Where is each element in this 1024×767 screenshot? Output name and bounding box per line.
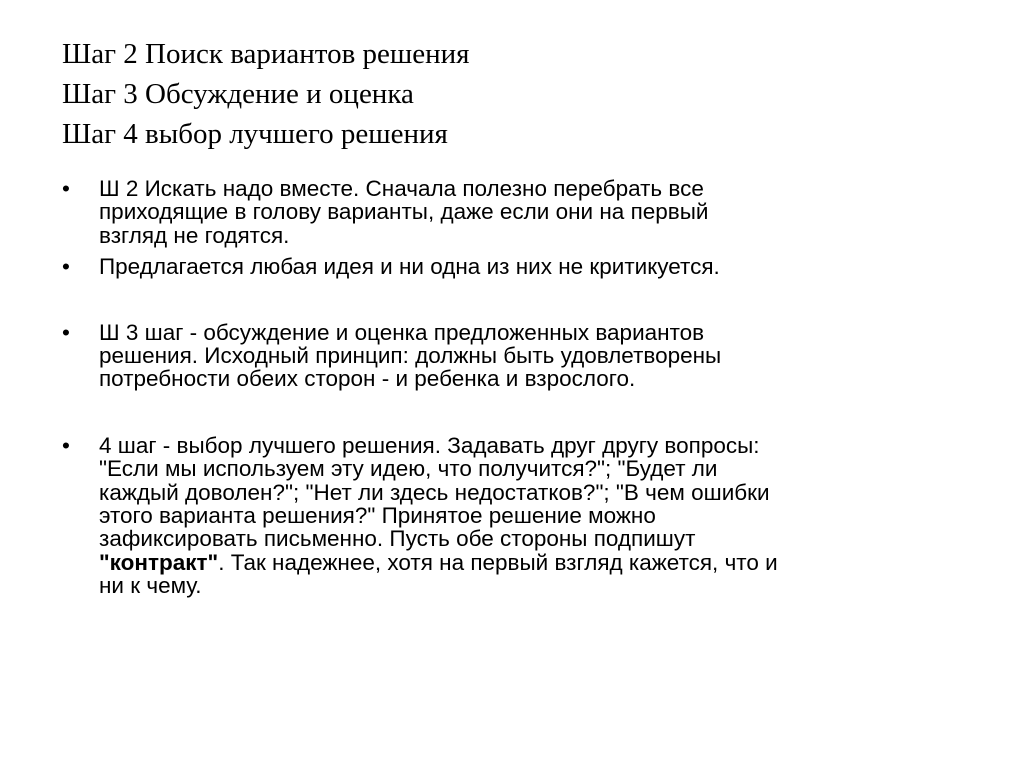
bullet-line-contract: [99, 551, 962, 574]
bullet-line: каждый доволен?"; "Нет ли здесь недостатков?"; "В чем ошибки: [99, 479, 770, 505]
bullet-text: [99, 321, 962, 391]
contract-bold-text: "контракт": [99, 549, 219, 575]
bullet-item-step-3-discussion: [62, 321, 962, 391]
bullet-list: [62, 177, 962, 598]
bullet-dot-icon: •: [62, 254, 70, 280]
bullet-line: Ш 3 шаг - обсуждение и оценка предложенных вариантов: [99, 319, 705, 345]
bullet-dot-icon: •: [62, 176, 70, 201]
bullet-line: приходящие в голову варианты, даже если они на первый: [99, 199, 709, 225]
bullet-line: этого варианта решения?" Принятое решение можно: [99, 503, 656, 529]
bullet-line: Ш 2 Искать надо вместе. Сначала полезно перебрать все: [99, 176, 704, 201]
bullet-line: 4 шаг - выбор лучшего решения. Задавать друг другу вопросы:: [99, 432, 760, 458]
title-line-step-4: Шаг 4 выбор лучшего решения: [62, 118, 448, 150]
bullet-line: взгляд не годятся.: [99, 222, 290, 248]
bullet-line: решения. Исходный принцип: должны быть удовлетворены: [99, 343, 722, 369]
bullet-text: [99, 177, 962, 247]
bullet-item-step-4-choice: [62, 434, 962, 598]
slide-title: [62, 34, 962, 154]
bullet-line: потребности обеих сторон - и ребенка и взрослого.: [99, 366, 636, 392]
bullet-text: [99, 434, 962, 598]
bullet-text: [99, 255, 962, 278]
bullet-line: ни к чему.: [99, 573, 202, 599]
title-line-step-2: Шаг 2 Поиск вариантов решения: [62, 38, 470, 70]
bullet-line: "Если мы используем эту идею, что получится?"; "Будет ли: [99, 456, 718, 482]
bullet-line: Предлагается любая идея и ни одна из них не критикуется.: [99, 254, 720, 280]
bullet-item-no-criticism: [62, 255, 962, 278]
bullet-dot-icon: •: [62, 432, 70, 458]
title-line-step-3: Шаг 3 Обсуждение и оценка: [62, 78, 414, 110]
bullet-line: зафиксировать письменно. Пусть обе стороны подпишут: [99, 526, 696, 552]
contract-after-text: . Так надежнее, хотя на первый взгляд кажется, что и: [218, 549, 778, 575]
bullet-dot-icon: •: [62, 319, 70, 345]
bullet-item-step-2-search: [62, 177, 962, 247]
